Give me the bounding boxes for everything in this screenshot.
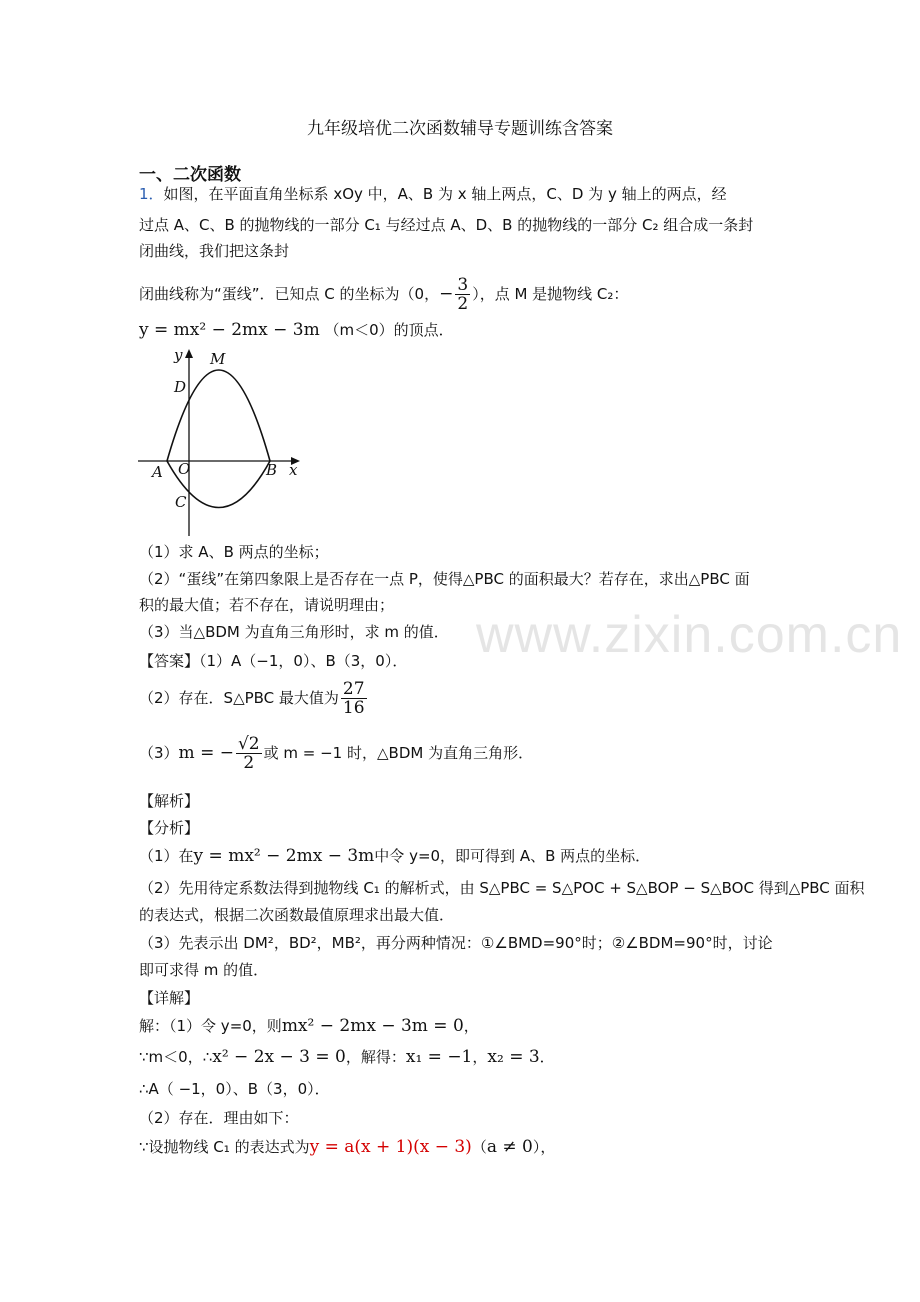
detail-heading: 【详解】 (139, 989, 200, 1007)
problem-line-5: y = mx² − 2mx − 3m （m＜0）的顶点． (139, 320, 454, 340)
answer-2: （2）存在．S△PBC 最大值为 $\frac{27}{16}$ (139, 679, 365, 718)
problem-line-2: 过点 A、C、B 的抛物线的一部分 C₁ 与经过点 A、D、B 的抛物线的一部分 C₂ 组合成一条封 (139, 216, 754, 234)
problem-line-1: 1．如图，在平面直角坐标系 xOy 中，A、B 为 x 轴上两点，C、D 为 y 轴上的两点，经 (139, 185, 727, 203)
label-m: M (210, 350, 226, 368)
detail-step-3: ∴A（ −1，0）、B（3，0）． (139, 1080, 330, 1098)
fraction: $\frac{√2}{2}$ (237, 734, 260, 773)
analysis-step-3-line-1: （3）先表示出 DM²，BD²，MB²，再分两种情况：①∠BMD=90°时；②∠BDM=90°时，讨论 (139, 934, 773, 952)
question-number: 1． (139, 185, 164, 203)
page-title: 九年级培优二次函数辅导专题训练含答案 (307, 119, 613, 139)
label-c: C (175, 493, 187, 511)
answer-3: （3）m = − $\frac{√2}{2}$ 或 m = −1 时，△BDM 为直角三角形． (139, 734, 534, 773)
detail-step-4: （2）存在．理由如下： (139, 1109, 299, 1127)
egg-curve-figure (138, 344, 308, 540)
analysis-subheading: 【分析】 (139, 819, 200, 837)
fraction: $\frac{3}{2}$ (457, 275, 469, 314)
label-a: A (152, 463, 163, 481)
fraction: $\frac{27}{16}$ (342, 679, 365, 718)
question-2-line-1: （2）“蛋线”在第四象限上是否存在一点 P，使得△PBC 的面积最大？若存在，求出△PBC 面 (139, 570, 750, 588)
detail-step-2: ∵m＜0，∴x² − 2x − 3 = 0，解得：x₁ = −1，x₂ = 3． (139, 1047, 555, 1067)
analysis-step-2-line-1: （2）先用待定系数法得到抛物线 C₁ 的解析式，由 S△PBC = S△POC + S△BOP − S△BOC 得到△PBC 面积 (139, 879, 865, 897)
question-2-line-2: 积的最大值；若不存在，请说明理由； (139, 596, 395, 614)
question-3: （3）当△BDM 为直角三角形时，求 m 的值． (139, 623, 449, 641)
answer-1: 【答案】（1）A（−1，0）、B（3，0）． (139, 652, 408, 670)
analysis-heading: 【解析】 (139, 792, 200, 810)
y-axis-arrow (185, 349, 193, 358)
section-heading: 一、二次函数 (139, 165, 241, 185)
analysis-step-3-line-2: 即可求得 m 的值． (139, 961, 269, 979)
question-1: （1）求 A、B 两点的坐标； (139, 543, 329, 561)
label-b: B (266, 461, 278, 479)
detail-step-1: 解：（1）令 y=0，则mx² − 2mx − 3m = 0， (139, 1016, 479, 1036)
label-o: O (178, 460, 191, 478)
red-expression: y = a(x + 1)(x − 3) (309, 1137, 472, 1157)
equation: y = mx² − 2mx − 3m (139, 320, 320, 340)
label-d: D (174, 378, 187, 396)
analysis-step-2-line-2: 的表达式，根据二次函数最值原理求出最大值． (139, 906, 455, 924)
analysis-step-1: （1）在y = mx² − 2mx − 3m中令 y=0，即可得到 A、B 两点的坐标． (139, 846, 651, 866)
label-x: x (289, 461, 298, 479)
detail-step-5: ∵设抛物线 C₁ 的表达式为y = a(x + 1)(x − 3)（a ≠ 0）， (139, 1137, 556, 1157)
problem-line-4: 闭曲线称为“蛋线”．已知点 C 的坐标为（0，− $\frac{3}{2}$ ），点 M 是抛物线 C₂： (139, 275, 629, 314)
watermark: www.zixin.com.cn (476, 606, 903, 664)
label-y: y (174, 346, 183, 364)
problem-line-3: 闭曲线，我们把这条封 (139, 242, 290, 260)
